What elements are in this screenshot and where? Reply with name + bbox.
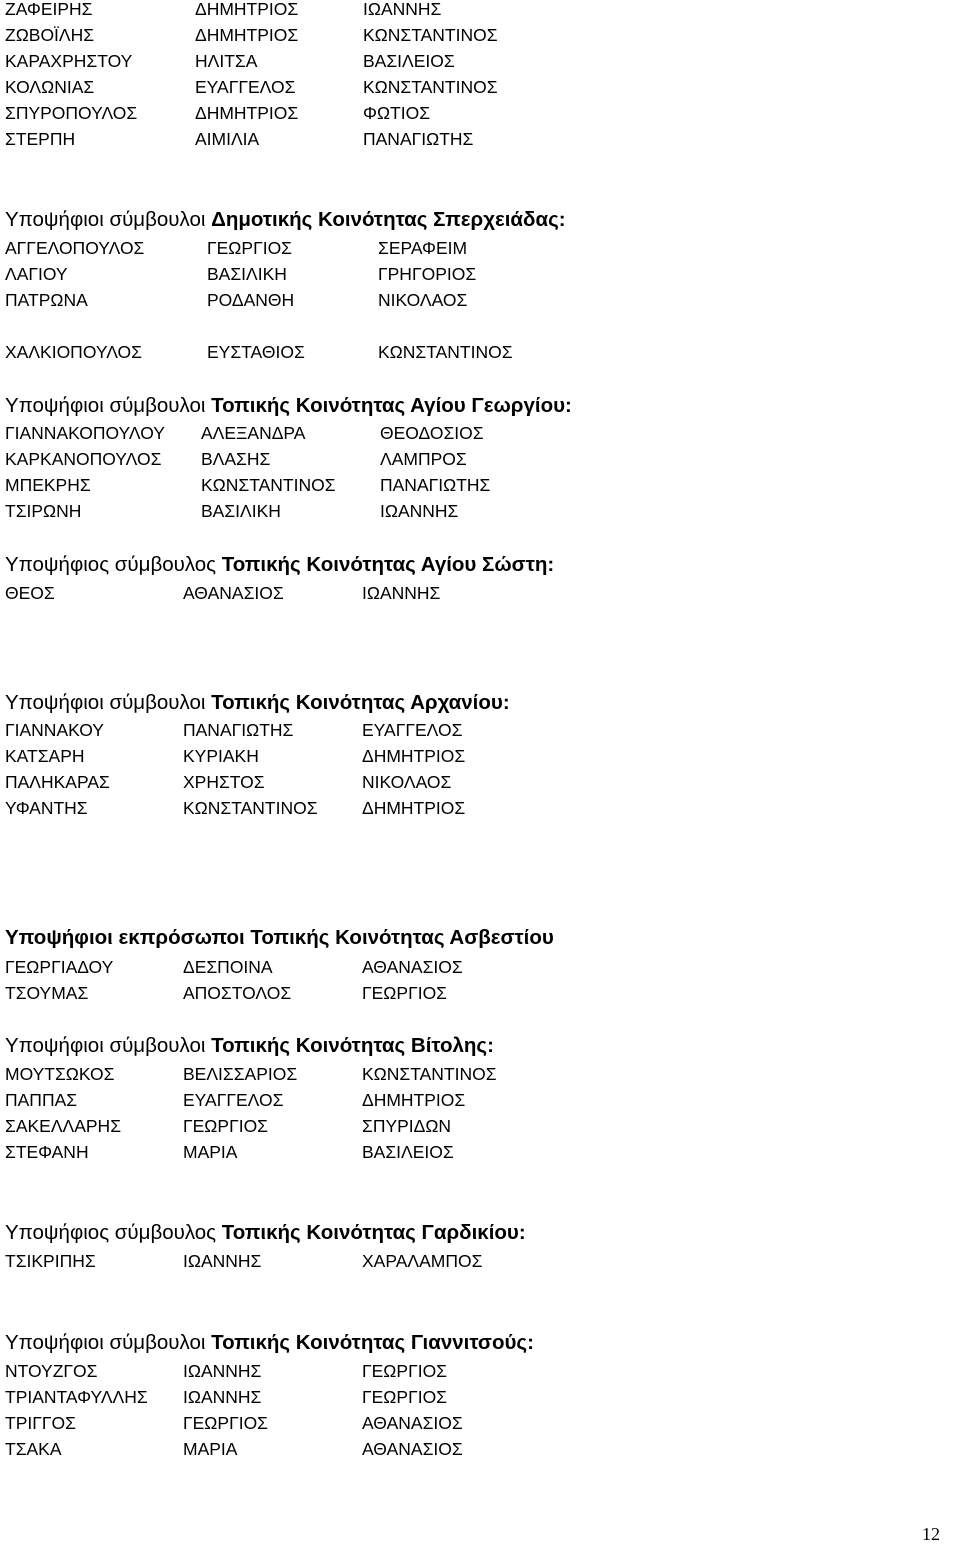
surname: ΓΙΑΝΝΑΚΟΠΟΥΛΟΥ [5, 423, 165, 443]
fathers-name: ΓΕΩΡΓΙΟΣ [362, 983, 447, 1003]
surname: ΠΑΠΠΑΣ [5, 1090, 78, 1110]
section-heading [5, 1035, 494, 1057]
surname: ΛΑΓΙΟΥ [5, 264, 68, 284]
surname: ΣΑΚΕΛΛΑΡΗΣ [5, 1116, 122, 1136]
surname: ΤΣΙΡΩΝΗ [5, 501, 82, 521]
fathers-name: ΧΑΡΑΛΑΜΠΟΣ [362, 1251, 483, 1271]
fathers-name: ΙΩΑΝΝΗΣ [362, 583, 441, 603]
first-name: ΔΗΜΗΤΡΙΟΣ [195, 103, 299, 123]
surname: ΠΑΤΡΩΝΑ [5, 290, 88, 310]
fathers-name: ΣΕΡΑΦΕΙΜ [378, 238, 468, 258]
first-name: ΧΡΗΣΤΟΣ [183, 772, 265, 792]
surname: ΓΕΩΡΓΙΑΔΟΥ [5, 957, 114, 977]
surname: ΚΑΡΚΑΝΟΠΟΥΛΟΣ [5, 449, 162, 469]
surname: ΤΣΟΥΜΑΣ [5, 983, 89, 1003]
first-name: ΒΑΣΙΛΙΚΗ [207, 264, 287, 284]
surname: ΝΤΟΥΖΓΟΣ [5, 1361, 98, 1381]
fathers-name: ΑΘΑΝΑΣΙΟΣ [362, 1413, 463, 1433]
fathers-name: ΚΩΝΣΤΑΝΤΙΝΟΣ [363, 77, 498, 97]
fathers-name: ΔΗΜΗΤΡΙΟΣ [362, 746, 466, 766]
fathers-name: ΙΩΑΝΝΗΣ [363, 0, 442, 19]
fathers-name: ΒΑΣΙΛΕΙΟΣ [363, 51, 455, 71]
fathers-name: ΝΙΚΟΛΑΟΣ [378, 290, 468, 310]
first-name: ΜΑΡΙΑ [183, 1439, 238, 1459]
surname: ΤΣΑΚΑ [5, 1439, 62, 1459]
surname: ΜΠΕΚΡΗΣ [5, 475, 91, 495]
fathers-name: ΠΑΝΑΓΙΩΤΗΣ [380, 475, 491, 495]
heading-prefix: Υποψήφιοι σύμβουλοι [5, 208, 212, 231]
section-heading [5, 395, 572, 417]
fathers-name: ΓΕΩΡΓΙΟΣ [362, 1387, 447, 1407]
section-heading [5, 209, 566, 231]
fathers-name: ΒΑΣΙΛΕΙΟΣ [362, 1142, 454, 1162]
first-name: ΙΩΑΝΝΗΣ [183, 1251, 262, 1271]
heading-bold: Τοπικής Κοινότητας Αγίου Σώστη: [221, 553, 555, 576]
surname: ΚΑΤΣΑΡΗ [5, 746, 85, 766]
surname: ΧΑΛΚΙΟΠΟΥΛΟΣ [5, 342, 142, 362]
section-heading [5, 927, 554, 949]
first-name: ΜΑΡΙΑ [183, 1142, 238, 1162]
page-number: 12 [922, 1524, 940, 1544]
heading-prefix: Υποψήφιοι σύμβουλοι [5, 1034, 212, 1057]
section-heading [5, 554, 554, 576]
heading-prefix: Υποψήφιοι σύμβουλοι [5, 691, 212, 714]
first-name: ΒΛΑΣΗΣ [201, 449, 271, 469]
section-heading [5, 1332, 534, 1354]
fathers-name: ΚΩΝΣΤΑΝΤΙΝΟΣ [363, 25, 498, 45]
first-name: ΑΛΕΞΑΝΔΡΑ [201, 423, 306, 443]
heading-bold: Τοπικής Κοινότητας Γιαννιτσούς: [211, 1331, 534, 1354]
first-name: ΡΟΔΑΝΘΗ [207, 290, 295, 310]
surname: ΖΑΦΕΙΡΗΣ [5, 0, 93, 19]
surname: ΠΑΛΗΚΑΡΑΣ [5, 772, 110, 792]
first-name: ΔΗΜΗΤΡΙΟΣ [195, 0, 299, 19]
first-name: ΓΕΩΡΓΙΟΣ [183, 1413, 268, 1433]
first-name: ΒΑΣΙΛΙΚΗ [201, 501, 281, 521]
fathers-name: ΑΘΑΝΑΣΙΟΣ [362, 957, 463, 977]
first-name: ΠΑΝΑΓΙΩΤΗΣ [183, 720, 294, 740]
heading-bold: Τοπικής Κοινότητας Αγίου Γεωργίου: [211, 394, 572, 417]
first-name: ΑΠΟΣΤΟΛΟΣ [183, 983, 292, 1003]
fathers-name: ΔΗΜΗΤΡΙΟΣ [362, 1090, 466, 1110]
surname: ΣΤΕΡΠΗ [5, 129, 76, 149]
fathers-name: ΠΑΝΑΓΙΩΤΗΣ [363, 129, 474, 149]
surname: ΣΤΕΦΑΝΗ [5, 1142, 89, 1162]
fathers-name: ΦΩΤΙΟΣ [363, 103, 431, 123]
first-name: ΔΕΣΠΟΙΝΑ [183, 957, 273, 977]
first-name: ΓΕΩΡΓΙΟΣ [207, 238, 292, 258]
fathers-name: ΛΑΜΠΡΟΣ [380, 449, 467, 469]
surname: ΜΟΥΤΣΩΚΟΣ [5, 1064, 115, 1084]
surname: ΤΣΙΚΡΙΠΗΣ [5, 1251, 96, 1271]
first-name: ΕΥΣΤΑΘΙΟΣ [207, 342, 305, 362]
section-heading [5, 1222, 526, 1244]
first-name: ΒΕΛΙΣΣΑΡΙΟΣ [183, 1064, 298, 1084]
surname: ΚΟΛΩΝΙΑΣ [5, 77, 95, 97]
fathers-name: ΔΗΜΗΤΡΙΟΣ [362, 798, 466, 818]
heading-bold: Τοπικής Κοινότητας Γαρδικίου: [221, 1221, 526, 1244]
fathers-name: ΕΥΑΓΓΕΛΟΣ [362, 720, 463, 740]
heading-prefix: Υποψήφιος σύμβουλος [5, 553, 222, 576]
fathers-name: ΚΩΝΣΤΑΝΤΙΝΟΣ [362, 1064, 497, 1084]
first-name: ΓΕΩΡΓΙΟΣ [183, 1116, 268, 1136]
first-name: ΑΘΑΝΑΣΙΟΣ [183, 583, 284, 603]
heading-prefix: Υποψήφιοι σύμβουλοι [5, 394, 212, 417]
fathers-name: ΓΡΗΓΟΡΙΟΣ [378, 264, 477, 284]
section-heading [5, 692, 510, 714]
fathers-name: ΣΠΥΡΙΔΩΝ [362, 1116, 452, 1136]
first-name: ΕΥΑΓΓΕΛΟΣ [195, 77, 296, 97]
first-name: ΚΥΡΙΑΚΗ [183, 746, 259, 766]
first-name: ΕΥΑΓΓΕΛΟΣ [183, 1090, 284, 1110]
first-name: ΚΩΝΣΤΑΝΤΙΝΟΣ [201, 475, 336, 495]
surname: ΖΩΒΟΪΛΗΣ [5, 25, 95, 45]
first-name: ΑΙΜΙΛΙΑ [195, 129, 260, 149]
fathers-name: ΑΘΑΝΑΣΙΟΣ [362, 1439, 463, 1459]
surname: ΣΠΥΡΟΠΟΥΛΟΣ [5, 103, 138, 123]
surname: ΥΦΑΝΤΗΣ [5, 798, 88, 818]
fathers-name: ΙΩΑΝΝΗΣ [380, 501, 459, 521]
surname: ΚΑΡΑΧΡΗΣΤΟΥ [5, 51, 133, 71]
fathers-name: ΘΕΟΔΟΣΙΟΣ [380, 423, 484, 443]
heading-bold: Υποψήφιοι εκπρόσωποι Τοπικής Κοινότητας Ασβεστίου [5, 926, 554, 949]
surname: ΤΡΙΑΝΤΑΦΥΛΛΗΣ [5, 1387, 148, 1407]
first-name: ΙΩΑΝΝΗΣ [183, 1361, 262, 1381]
first-name: ΗΛΙΤΣΑ [195, 51, 258, 71]
surname: ΑΓΓΕΛΟΠΟΥΛΟΣ [5, 238, 145, 258]
heading-bold: Δημοτικής Κοινότητας Σπερχειάδας: [211, 208, 566, 231]
first-name: ΚΩΝΣΤΑΝΤΙΝΟΣ [183, 798, 318, 818]
fathers-name: ΓΕΩΡΓΙΟΣ [362, 1361, 447, 1381]
first-name: ΔΗΜΗΤΡΙΟΣ [195, 25, 299, 45]
first-name: ΙΩΑΝΝΗΣ [183, 1387, 262, 1407]
fathers-name: ΝΙΚΟΛΑΟΣ [362, 772, 452, 792]
surname: ΘΕΟΣ [5, 583, 55, 603]
heading-bold: Τοπικής Κοινότητας Αρχανίου: [211, 691, 510, 714]
fathers-name: ΚΩΝΣΤΑΝΤΙΝΟΣ [378, 342, 513, 362]
heading-bold: Τοπικής Κοινότητας Βίτολης: [211, 1034, 494, 1057]
surname: ΓΙΑΝΝΑΚΟΥ [5, 720, 104, 740]
heading-prefix: Υποψήφιοι σύμβουλοι [5, 1331, 212, 1354]
surname: ΤΡΙΓΓΟΣ [5, 1413, 76, 1433]
heading-prefix: Υποψήφιος σύμβουλος [5, 1221, 222, 1244]
